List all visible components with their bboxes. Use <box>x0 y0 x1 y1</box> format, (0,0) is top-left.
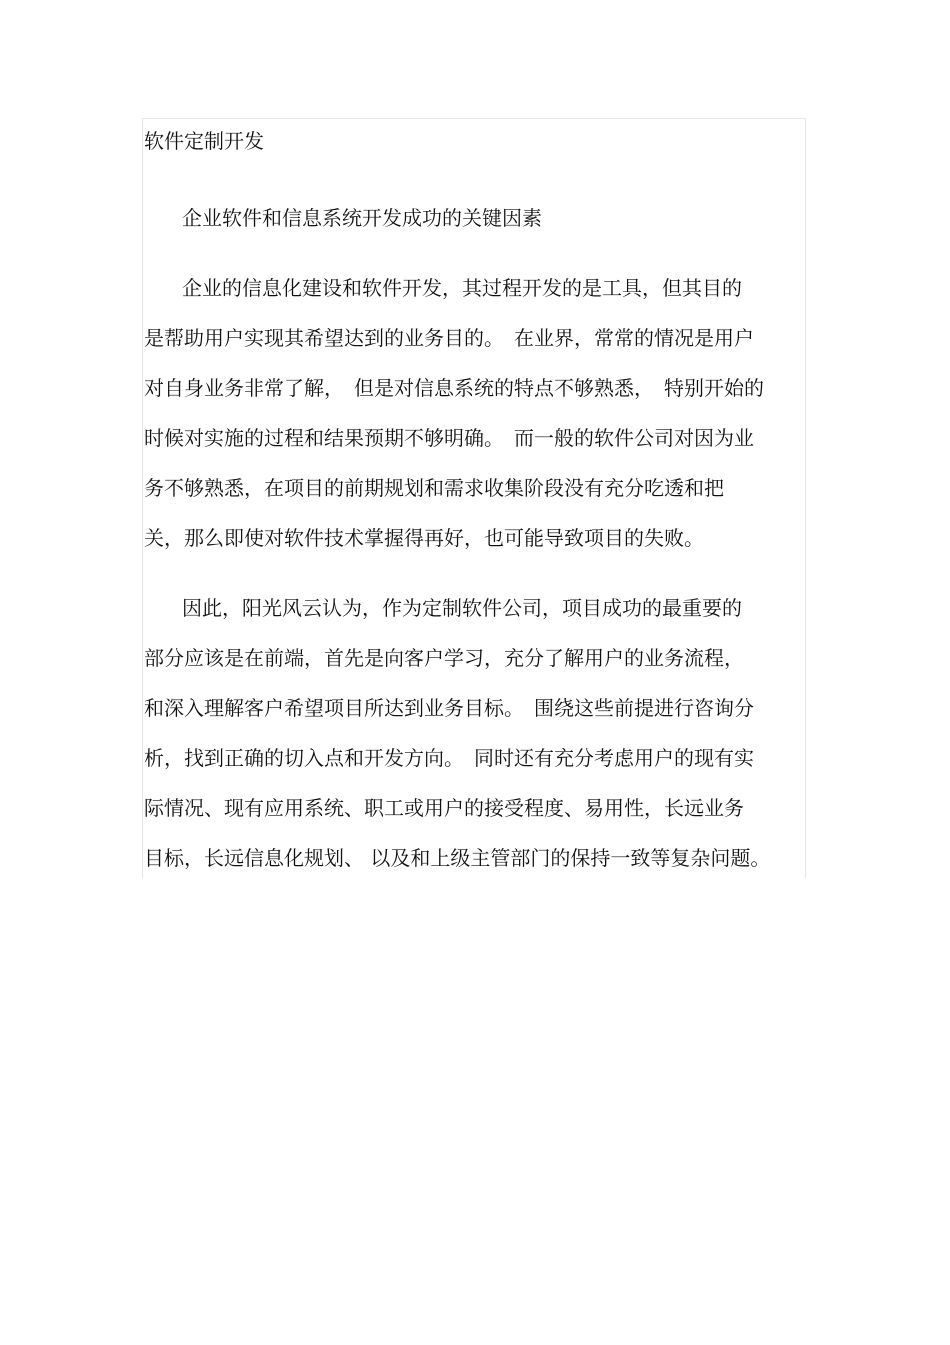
document-title <box>144 118 809 168</box>
paragraph-2-line-3: 和深入理解客户希望项目所达到业务目标。 围绕这些前提进行咨询分 <box>144 696 754 720</box>
paragraph-2-line-5: 际情况、现有应用系统、职工或用户的接受程度、易用性，长远业务 <box>144 796 744 820</box>
paragraph-1-line-1: 企业的信息化建设和软件开发，其过程开发的是工具，但其目的 <box>182 276 742 300</box>
paragraph-2-line-6: 目标，长远信息化规划、 以及和上级主管部门的保持一致等复杂问题。 <box>144 846 771 870</box>
paragraph-1-line-4: 时候对实施的过程和结果预期不够明确。 而一般的软件公司对因为业 <box>144 426 754 450</box>
paragraph-1-line-2: 是帮助用户实现其希望达到的业务目的。 在业界，常常的情况是用户 <box>144 326 754 350</box>
paragraph-2-line-4: 析，找到正确的切入点和开发方向。 同时还有充分考虑用户的现有实 <box>144 746 754 770</box>
paragraph-1-line-3: 对自身业务非常了解， 但是对信息系统的特点不够熟悉， 特别开始的 <box>144 376 764 400</box>
paragraph-2-line-2: 部分应该是在前端，首先是向客户学习，充分了解用户的业务流程， <box>144 646 744 670</box>
paragraph-1-line-6: 关，那么即使对软件技术掌握得再好，也可能导致项目的失败。 <box>144 526 704 550</box>
heading-text: 企业软件和信息系统开发成功的关键因素 <box>182 206 542 230</box>
title-text: 软件定制开发 <box>144 129 264 153</box>
paragraph-2 <box>144 583 809 883</box>
paragraph-2-line-1: 因此，阳光风云认为，作为定制软件公司，项目成功的最重要的 <box>182 596 742 620</box>
section-heading <box>144 193 809 243</box>
paragraph-1 <box>144 263 809 563</box>
paragraph-1-line-5: 务不够熟悉，在项目的前期规划和需求收集阶段没有充分吃透和把 <box>144 476 724 500</box>
